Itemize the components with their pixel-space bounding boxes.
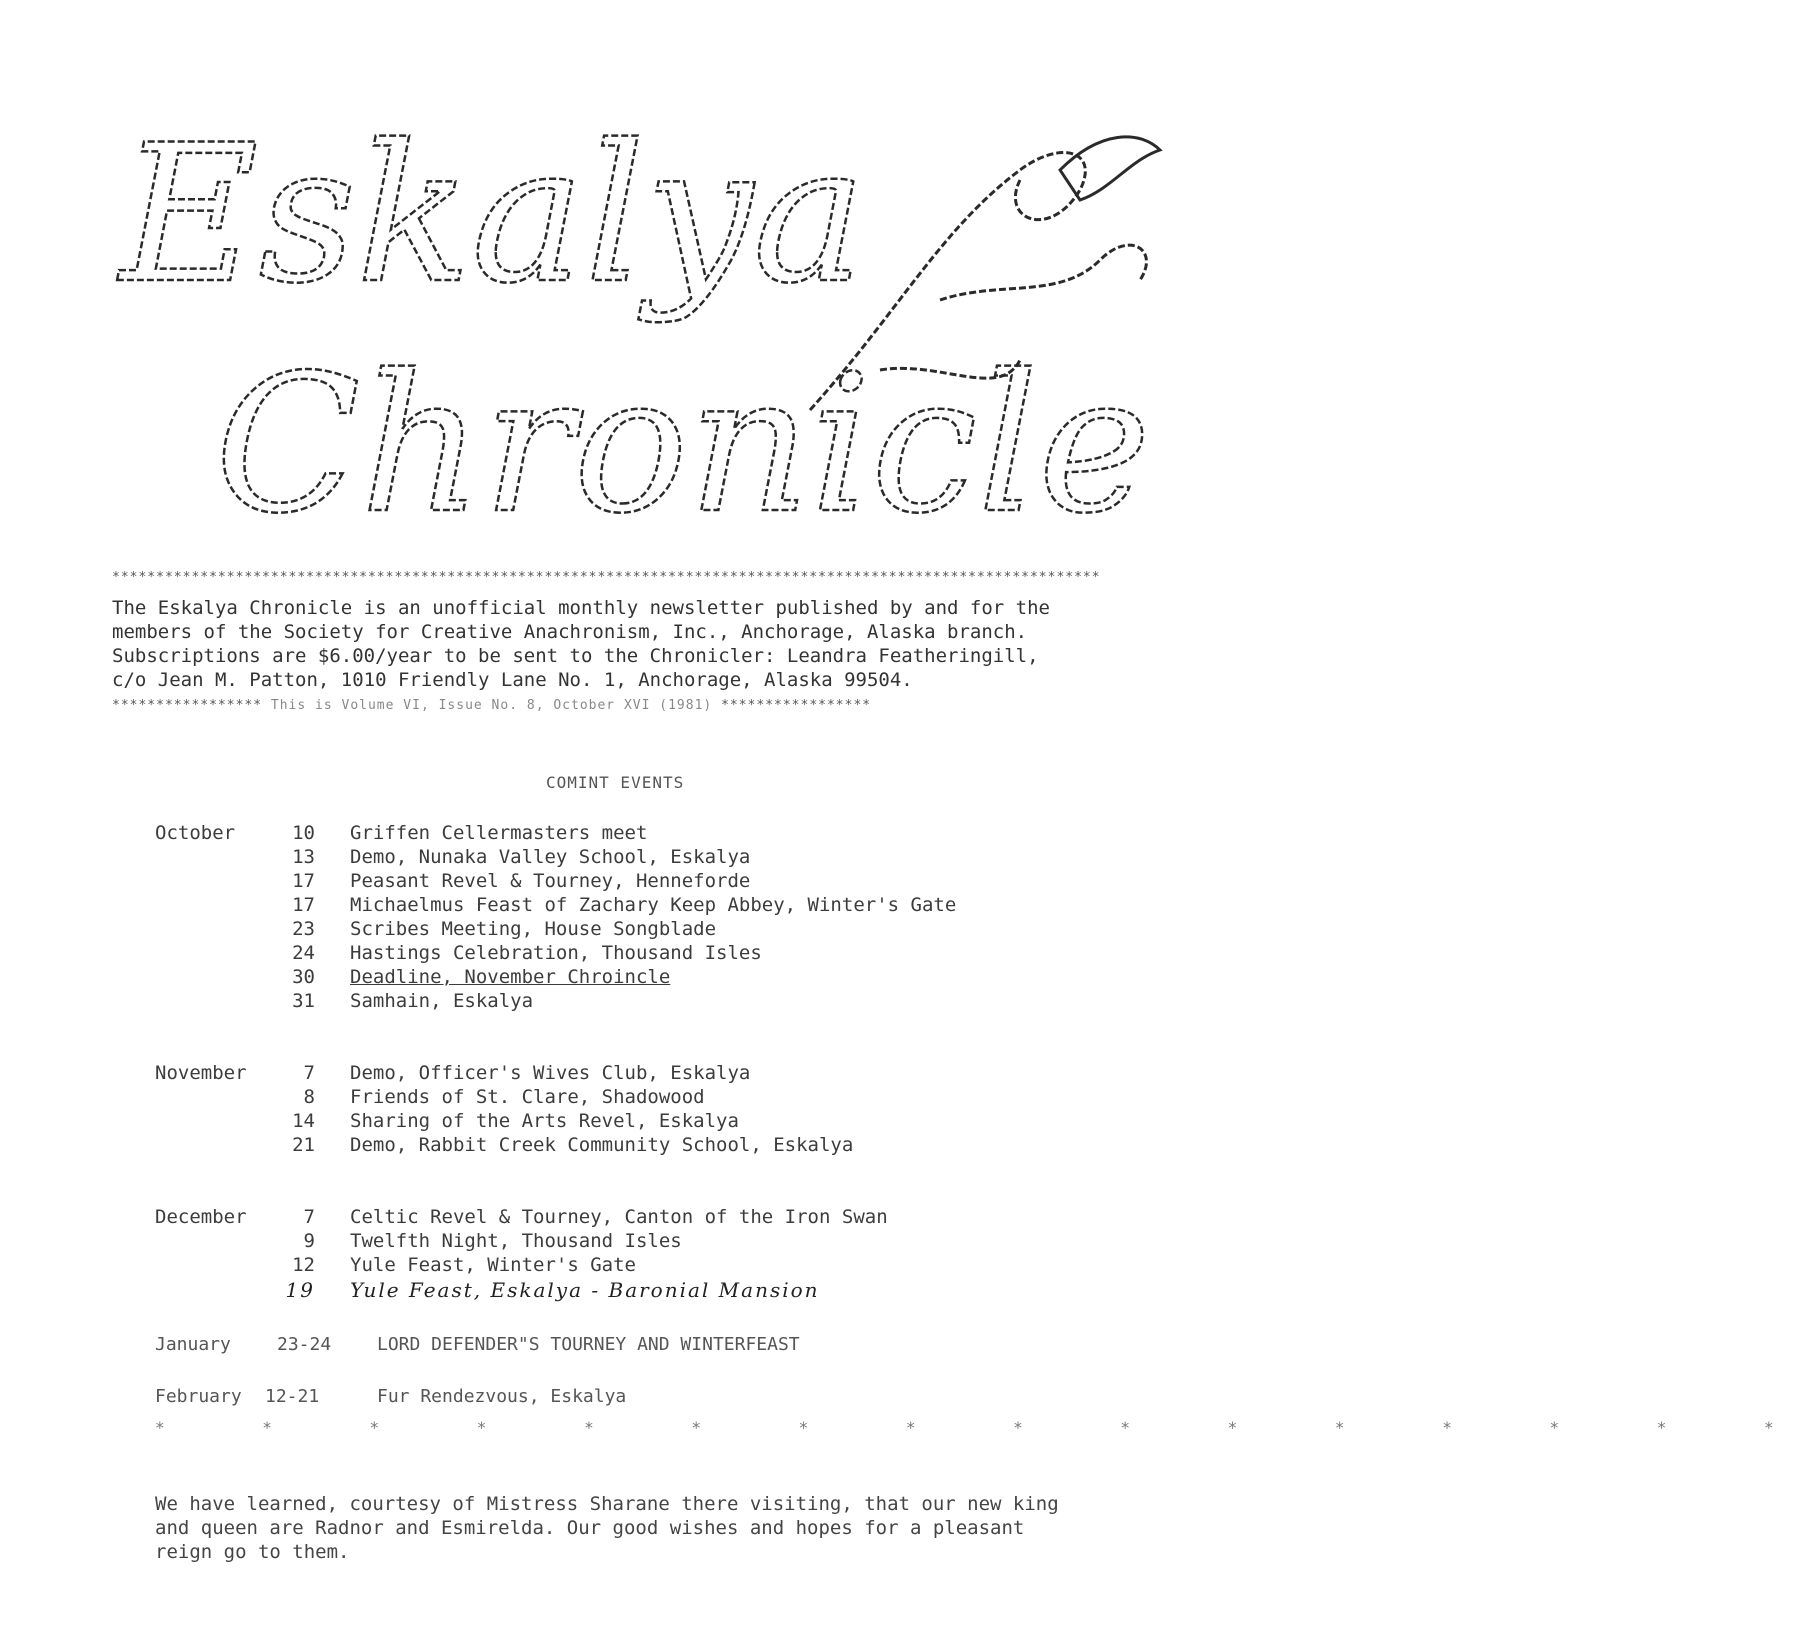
separator-top: **************************************************************************************************************** <box>112 570 1101 585</box>
divider-stars: * * * * * * * * * * * * * * * * <box>155 1418 1818 1437</box>
closing-line: reign go to them. <box>155 1541 350 1563</box>
separator-stars: ***************** <box>112 698 263 713</box>
event-month: February <box>155 1386 242 1407</box>
event-day: 21 <box>292 1134 315 1156</box>
handwritten-event-desc: Yule Feast, Eskalya - Baronial Mansion <box>350 1278 820 1302</box>
event-desc: Demo, Rabbit Creek Community School, Eskalya <box>350 1134 854 1156</box>
events-heading: COMINT EVENTS <box>546 773 685 792</box>
event-desc: LORD DEFENDER"S TOURNEY AND WINTERFEAST <box>377 1334 800 1355</box>
closing-line: and queen are Radnor and Esmirelda. Our good wishes and hopes for a pleasant <box>155 1517 1025 1539</box>
event-desc: Sharing of the Arts Revel, Eskalya <box>350 1110 739 1132</box>
event-day: 24 <box>292 942 315 964</box>
event-day: 23-24 <box>277 1334 332 1355</box>
separator-stars: ***************** <box>721 698 872 713</box>
event-month: October <box>155 822 236 844</box>
event-desc: Friends of St. Clare, Shadowood <box>350 1086 705 1108</box>
event-day: 17 <box>292 894 315 916</box>
intro-paragraph <box>112 596 1172 692</box>
event-desc: Hastings Celebration, Thousand Isles <box>350 942 762 964</box>
event-day: 17 <box>292 870 315 892</box>
event-day: 14 <box>292 1110 315 1132</box>
event-desc: Demo, Nunaka Valley School, Eskalya <box>350 846 751 868</box>
event-month: November <box>155 1062 247 1084</box>
event-desc: Griffen Cellermasters meet <box>350 822 648 844</box>
event-day: 31 <box>292 990 315 1012</box>
event-desc: Celtic Revel & Tourney, Canton of the Iron Swan <box>350 1206 888 1228</box>
event-desc: Yule Feast, Winter's Gate <box>350 1254 636 1276</box>
issue-line: This is Volume VI, Issue No. 8, October XVI (1981) <box>270 698 713 713</box>
event-desc: Scribes Meeting, House Songblade <box>350 918 717 940</box>
event-day: 13 <box>292 846 315 868</box>
masthead-line1: Eskalya <box>120 104 866 325</box>
event-desc: Deadline, November Chroincle <box>350 966 671 988</box>
event-desc: Samhain, Eskalya <box>350 990 534 1012</box>
masthead-art <box>120 104 1180 560</box>
masthead <box>120 104 1180 560</box>
event-day: 23 <box>292 918 315 940</box>
event-day: 7 <box>303 1062 315 1084</box>
leaf-icon <box>1060 137 1160 200</box>
event-day: 10 <box>292 822 315 844</box>
event-month: January <box>155 1334 231 1355</box>
intro-line: c/o Jean M. Patton, 1010 Friendly Lane No. 1, Anchorage, Alaska 99504. <box>112 669 913 691</box>
event-day: 7 <box>303 1206 315 1228</box>
event-day: 12 <box>292 1254 315 1276</box>
event-desc: Demo, Officer's Wives Club, Eskalya <box>350 1062 751 1084</box>
event-day: 9 <box>303 1230 315 1252</box>
event-desc: Twelfth Night, Thousand Isles <box>350 1230 682 1252</box>
event-desc: Peasant Revel & Tourney, Henneforde <box>350 870 751 892</box>
event-day: 8 <box>303 1086 315 1108</box>
intro-line: members of the Society for Creative Anachronism, Inc., Anchorage, Alaska branch. <box>112 621 1028 643</box>
event-month: December <box>155 1206 247 1228</box>
closing-paragraph <box>155 1492 1155 1564</box>
event-desc: Fur Rendezvous, Eskalya <box>377 1386 627 1407</box>
event-day: 12-21 <box>265 1386 320 1407</box>
masthead-line2: Chronicle <box>215 334 1151 555</box>
separator-bottom <box>112 698 1162 713</box>
closing-line: We have learned, courtesy of Mistress Sharane there visiting, that our new king <box>155 1493 1059 1515</box>
event-day: 19 <box>285 1278 315 1302</box>
intro-line: The Eskalya Chronicle is an unofficial monthly newsletter published by and for the <box>112 597 1050 619</box>
intro-line: Subscriptions are $6.00/year to be sent to the Chronicler: Leandra Featheringill, <box>112 645 1039 667</box>
event-desc: Michaelmus Feast of Zachary Keep Abbey, Winter's Gate <box>350 894 957 916</box>
event-day: 30 <box>292 966 315 988</box>
